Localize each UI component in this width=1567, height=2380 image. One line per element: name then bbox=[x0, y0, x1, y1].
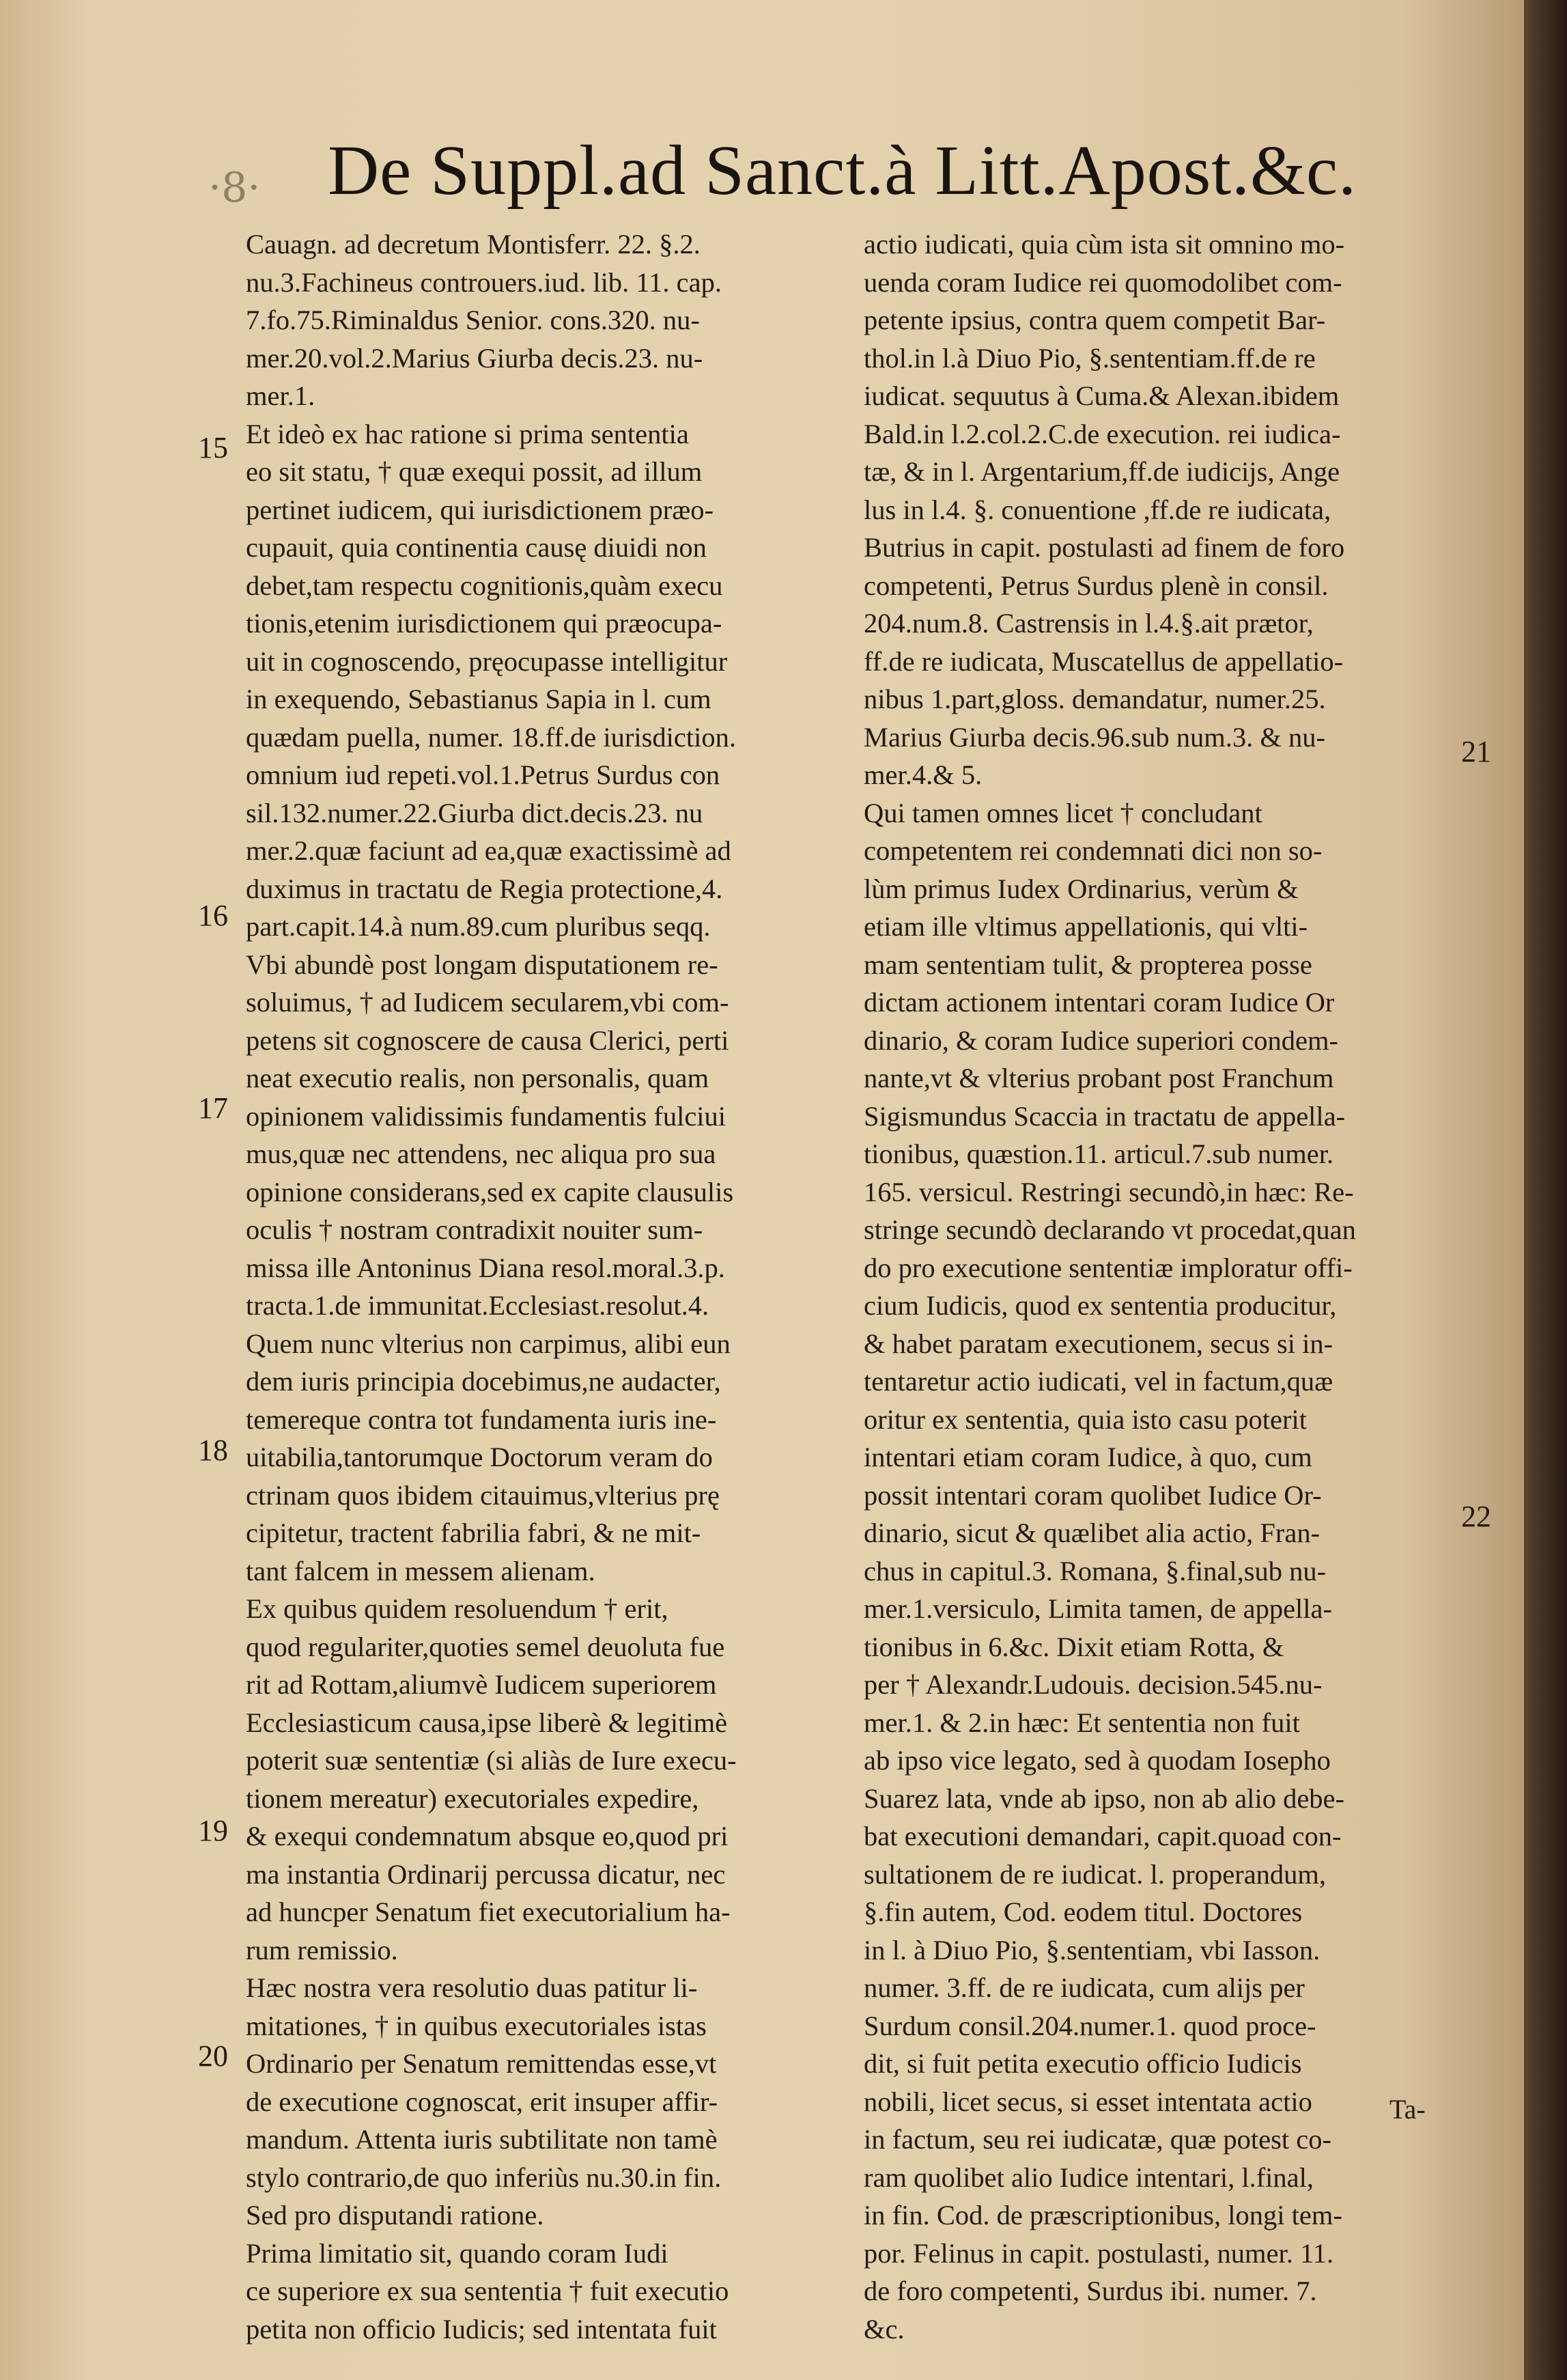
text-line: Hæc nostra vera resolutio duas patitur li- bbox=[246, 1972, 698, 2003]
text-line: 204.num.8. Castrensis in l.4.§.ait prætor, bbox=[864, 608, 1314, 639]
text-line: tionis,etenim iurisdictionem qui præocupa- bbox=[246, 608, 722, 639]
text-line: poterit suæ sententiæ (si aliàs de Iure execu- bbox=[246, 1745, 737, 1776]
text-line: ff.de re iudicata, Muscatellus de appellatio- bbox=[864, 645, 1344, 677]
text-line: mus,quæ nec attendens, nec aliqua pro sua bbox=[246, 1138, 716, 1169]
text-line: Vbi abundè post longam disputationem re- bbox=[246, 949, 718, 980]
text-line: bat executioni demandari, capit.quoad con- bbox=[864, 1821, 1342, 1851]
text-line: 165. versicul. Restringi secundò,in hæc: Re- bbox=[864, 1176, 1354, 1207]
catchword: Ta- bbox=[1389, 2094, 1426, 2125]
text-line: temereque contra tot fundamenta iuris ine- bbox=[246, 1403, 717, 1435]
text-line: in exequendo, Sebastianus Sapia in l. cum bbox=[246, 684, 711, 714]
text-line: Bald.in l.2.col.2.C.de execution. rei iudica- bbox=[864, 418, 1341, 449]
running-head: De Suppl.ad Sanct.à Litt.Apost.&c. bbox=[328, 131, 1357, 210]
text-line: tentaretur actio iudicati, vel in factum,quæ bbox=[864, 1366, 1333, 1397]
text-line: Surdum consil.204.numer.1. quod proce- bbox=[864, 2010, 1316, 2041]
text-line: lùm primus Iudex Ordinarius, verùm & bbox=[864, 873, 1299, 904]
text-line: cium Iudicis, quod ex sententia producitur, bbox=[864, 1290, 1337, 1321]
text-line: nu.3.Fachineus controuers.iud. lib. 11. cap. bbox=[246, 266, 722, 298]
text-line: duximus in tractatu de Regia protectione,4. bbox=[246, 873, 723, 904]
text-line: soluimus, † ad Iudicem secularem,vbi com- bbox=[246, 987, 729, 1018]
text-line: Sigismundus Scaccia in tractatu de appella- bbox=[864, 1100, 1346, 1132]
text-line: stylo contrario,de quo inferiùs nu.30.in fin. bbox=[246, 2161, 722, 2193]
text-line: petente ipsius, contra quem competit Bar- bbox=[864, 305, 1326, 335]
text-line: mer.1. & 2.in hæc: Et sententia non fuit bbox=[864, 1707, 1300, 1738]
text-line: nobili, licet secus, si esset intentata actio bbox=[864, 2086, 1312, 2117]
text-line: cupauit, quia continentia causę diuidi non bbox=[246, 532, 707, 563]
text-line: dit, si fuit petita executio officio Iudicis bbox=[864, 2048, 1302, 2079]
text-line: Et ideò ex hac ratione si prima sententia bbox=[246, 418, 689, 449]
text-line: mitationes, † in quibus executoriales istas bbox=[246, 2010, 707, 2041]
text-line: dictam actionem intentari coram Iudice Or bbox=[864, 987, 1335, 1018]
text-line: Ex quibus quidem resoluendum † erit, bbox=[246, 1593, 668, 1624]
text-line: pertinet iudicem, qui iurisdictionem præo- bbox=[246, 494, 714, 525]
text-line: sil.132.numer.22.Giurba dict.decis.23. nu bbox=[246, 797, 703, 828]
text-line: per † Alexandr.Ludouis. decision.545.nu- bbox=[864, 1669, 1323, 1700]
text-line: Suarez lata, vnde ab ipso, non ab alio debe- bbox=[864, 1782, 1345, 1814]
text-line: eo sit statu, † quæ exequi possit, ad illum bbox=[246, 456, 703, 487]
text-line: thol.in l.à Diuo Pio, §.sententiam.ff.de re bbox=[864, 342, 1316, 374]
margin-number: 19 bbox=[198, 1814, 228, 1847]
text-line: tionibus, quæstion.11. articul.7.sub numer. bbox=[864, 1138, 1334, 1169]
text-line: de executione cognoscat, erit insuper affir- bbox=[246, 2086, 718, 2117]
text-line: missa ille Antoninus Diana resol.moral.3.p. bbox=[246, 1252, 725, 1283]
text-line: mandum. Attenta iuris subtilitate non tamè bbox=[246, 2124, 718, 2155]
text-line: quod regulariter,quoties semel deuoluta fue bbox=[246, 1631, 725, 1662]
text-line: ram quolibet alio Iudice intentari, l.final, bbox=[864, 2161, 1314, 2193]
text-line: dem iuris principia docebimus,ne audacter, bbox=[246, 1366, 721, 1397]
margin-number: 15 bbox=[198, 431, 228, 464]
text-line: nante,vt & vlterius probant post Franchum bbox=[864, 1063, 1334, 1093]
text-line: tant falcem in messem alienam. bbox=[246, 1555, 595, 1586]
text-line: do pro executione sententiæ imploratur offi- bbox=[864, 1252, 1353, 1283]
text-line: omnium iud repeti.vol.1.Petrus Surdus con bbox=[246, 759, 720, 790]
margin-number: 22 bbox=[1461, 1500, 1491, 1533]
text-line: tæ, & in l. Argentarium,ff.de iudicijs, Ange bbox=[864, 456, 1340, 487]
text-line: oritur ex sententia, quia isto casu poterit bbox=[864, 1403, 1307, 1435]
text-line: iudicat. sequutus à Cuma.& Alexan.ibidem bbox=[864, 380, 1340, 411]
margin-number: 16 bbox=[198, 899, 228, 932]
text-line: Qui tamen omnes licet † concludant bbox=[864, 797, 1262, 828]
text-line: &c. bbox=[864, 2313, 905, 2344]
text-line: competentem rei condemnati dici non so- bbox=[864, 835, 1323, 866]
text-line: Butrius in capit. postulasti ad finem de foro bbox=[864, 532, 1345, 563]
text-line: uit in cognoscendo, pręocupasse intelligitur bbox=[246, 645, 728, 677]
text-line: mam sententiam tulit, & propterea posse bbox=[864, 949, 1312, 980]
text-line: ma instantia Ordinarij percussa dicatur, nec bbox=[246, 1858, 726, 1890]
text-line: lus in l.4. §. conuentione ,ff.de re iudicata, bbox=[864, 494, 1331, 525]
right-column bbox=[864, 225, 1451, 2348]
text-line: mer.20.vol.2.Marius Giurba decis.23. nu- bbox=[246, 342, 703, 374]
text-line: stringe secundò declarando vt procedat,quan bbox=[864, 1214, 1356, 1245]
text-line: competenti, Petrus Surdus plenè in consil. bbox=[864, 570, 1329, 601]
text-line: ab ipso vice legato, sed à quodam Iosepho bbox=[864, 1745, 1331, 1776]
text-line: chus in capitul.3. Romana, §.final,sub nu- bbox=[864, 1555, 1327, 1586]
text-line: possit intentari coram quolibet Iudice Or- bbox=[864, 1479, 1322, 1511]
text-line: numer. 3.ff. de re iudicata, cum alijs per bbox=[864, 1972, 1305, 2003]
text-line: ctrinam quos ibidem citauimus,vlterius prę bbox=[246, 1479, 720, 1511]
text-line: in fin. Cod. de præscriptionibus, longi tem- bbox=[864, 2200, 1342, 2230]
text-line: Ecclesiasticum causa,ipse liberè & legitimè bbox=[246, 1707, 728, 1738]
text-line: petens sit cognoscere de causa Clerici, perti bbox=[246, 1024, 729, 1056]
text-line: 7.fo.75.Riminaldus Senior. cons.320. nu- bbox=[246, 305, 700, 335]
text-line: Sed pro disputandi ratione. bbox=[246, 2200, 544, 2230]
text-line: de foro competenti, Surdus ibi. numer. 7. bbox=[864, 2276, 1317, 2306]
text-line: uenda coram Iudice rei quomodolibet com- bbox=[864, 266, 1342, 298]
text-line: part.capit.14.à num.89.cum pluribus seqq. bbox=[246, 911, 711, 942]
text-line: por. Felinus in capit. postulasti, numer. 11. bbox=[864, 2237, 1334, 2269]
text-line: rit ad Rottam,aliumvè Iudicem superiorem bbox=[246, 1669, 717, 1700]
text-line: Prima limitatio sit, quando coram Iudi bbox=[246, 2237, 668, 2269]
text-line: Ordinario per Senatum remittendas esse,vt bbox=[246, 2048, 717, 2079]
text-line: etiam ille vltimus appellationis, qui vlti- bbox=[864, 911, 1308, 942]
text-line: debet,tam respectu cognitionis,quàm execu bbox=[246, 570, 723, 601]
text-line: neat executio realis, non personalis, quam bbox=[246, 1063, 709, 1093]
text-line: opinione considerans,sed ex capite clausulis bbox=[246, 1176, 734, 1207]
text-line: Cauagn. ad decretum Montisferr. 22. §.2. bbox=[246, 229, 701, 260]
left-column bbox=[246, 225, 826, 2348]
text-line: oculis † nostram contradixit nouiter sum- bbox=[246, 1214, 703, 1245]
text-line: mer.1.versiculo, Limita tamen, de appella- bbox=[864, 1593, 1333, 1624]
text-line: Marius Giurba decis.96.sub num.3. & nu- bbox=[864, 721, 1326, 753]
text-line: rum remissio. bbox=[246, 1934, 398, 1965]
text-line: in l. à Diuo Pio, §.sententiam, vbi Iasson. bbox=[864, 1934, 1321, 1965]
text-line: §.fin autem, Cod. eodem titul. Doctores bbox=[864, 1896, 1303, 1927]
text-line: petita non officio Iudicis; sed intentata fuit bbox=[246, 2313, 717, 2344]
page-number-fragment: ·8· bbox=[208, 164, 261, 212]
text-line: dinario, sicut & quælibet alia actio, Fran- bbox=[864, 1517, 1321, 1548]
book-edge-shadow bbox=[1524, 0, 1567, 2380]
text-line: cipitetur, tractent fabrilia fabri, & ne mit- bbox=[246, 1517, 701, 1548]
text-line: tracta.1.de immunitat.Ecclesiast.resolut.4. bbox=[246, 1290, 709, 1321]
text-line: & habet paratam executionem, secus si in- bbox=[864, 1328, 1333, 1359]
text-line: opinionem validissimis fundamentis fulciui bbox=[246, 1100, 726, 1132]
text-line: mer.4.& 5. bbox=[864, 759, 983, 790]
text-line: ce superiore ex sua sententia † fuit executio bbox=[246, 2276, 729, 2306]
text-line: quædam puella, numer. 18.ff.de iurisdiction. bbox=[246, 721, 737, 753]
text-line: nibus 1.part,gloss. demandatur, numer.25. bbox=[864, 684, 1326, 714]
text-line: dinario, & coram Iudice superiori condem- bbox=[864, 1024, 1339, 1056]
margin-number: 18 bbox=[198, 1433, 228, 1467]
text-line: tionem mereatur) executoriales expedire, bbox=[246, 1782, 699, 1814]
text-line: mer.2.quæ faciunt ad ea,quæ exactissimè ad bbox=[246, 835, 731, 866]
text-line: Quem nunc vlterius non carpimus, alibi eun bbox=[246, 1328, 731, 1359]
text-line: intentari etiam coram Iudice, à quo, cum bbox=[864, 1442, 1312, 1472]
text-line: & exequi condemnatum absque eo,quod pri bbox=[246, 1821, 729, 1851]
text-line: uitabilia,tantorumque Doctorum veram do bbox=[246, 1442, 713, 1472]
text-line: tionibus in 6.&c. Dixit etiam Rotta, & bbox=[864, 1631, 1284, 1662]
margin-number: 21 bbox=[1461, 735, 1491, 768]
margin-number: 17 bbox=[198, 1091, 228, 1125]
text-line: ad huncper Senatum fiet executorialium ha- bbox=[246, 1896, 731, 1927]
text-line: mer.1. bbox=[246, 380, 315, 411]
margin-number: 20 bbox=[198, 2039, 228, 2073]
text-line: sultationem de re iudicat. l. properandum, bbox=[864, 1858, 1327, 1890]
text-line: actio iudicati, quia cùm ista sit omnino mo- bbox=[864, 229, 1345, 260]
text-line: in factum, seu rei iudicatæ, quæ potest co- bbox=[864, 2124, 1331, 2155]
